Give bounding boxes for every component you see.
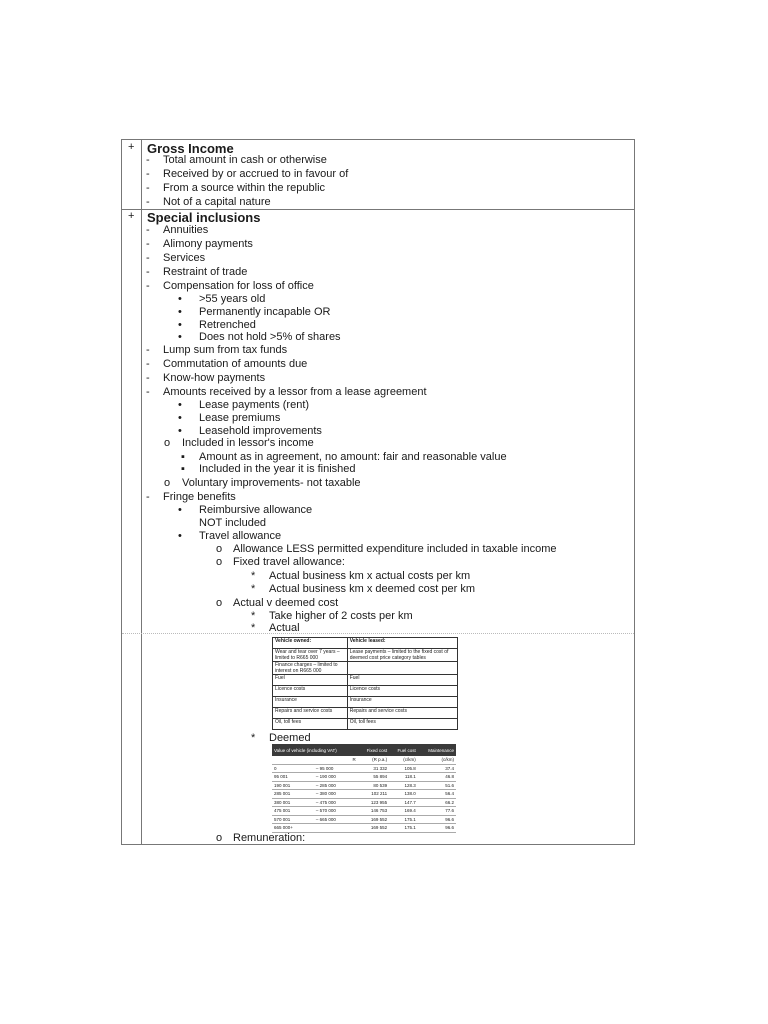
- table-row: [273, 708, 458, 719]
- table-cell: Oil, toll fees: [273, 719, 348, 730]
- loss-of-office-item: Retrenched: [199, 319, 256, 331]
- special-inclusion-item: Commutation of amounts due: [163, 358, 308, 370]
- list-marker: -: [146, 252, 150, 264]
- table-cell: 80 539: [358, 781, 389, 790]
- list-marker: *: [251, 732, 256, 744]
- gross-income-item: Received by or accrued to in favour of: [163, 168, 349, 180]
- list-marker: -: [146, 196, 150, 208]
- special-inclusion-item: Know-how payments: [163, 372, 266, 384]
- table-cell: 570 001: [272, 815, 314, 824]
- table-cell: 169 552: [358, 815, 389, 824]
- actual-label: Actual: [269, 622, 300, 634]
- table-row: [273, 719, 458, 730]
- table-cell: 190 001: [272, 781, 314, 790]
- travel-allowance-subitem: Allowance LESS permitted expenditure included in taxable income: [233, 543, 557, 555]
- table-unit-cell: (c/km): [389, 756, 418, 764]
- table-cell: 102 211: [358, 790, 389, 799]
- list-marker: *: [251, 610, 256, 622]
- table-header-cell: Vehicle owned:: [273, 638, 348, 649]
- table-cell: 37.4: [418, 764, 456, 773]
- column-divider: [141, 140, 142, 844]
- special-inclusion-item: Services: [163, 252, 206, 264]
- table-row: [273, 675, 458, 686]
- table-cell: 475 001: [272, 807, 314, 816]
- table-cell: Finance charges – limited to interest on R665 000: [273, 662, 348, 675]
- table-cell: 175.1: [389, 824, 418, 833]
- table-cell: 66.2: [418, 798, 456, 807]
- table-cell: 146 753: [358, 807, 389, 816]
- table-header-cell: Vehicle leased:: [347, 638, 457, 649]
- table-cell: Fuel: [273, 675, 348, 686]
- table-cell: 55 894: [358, 773, 389, 782]
- list-marker: *: [251, 622, 256, 634]
- list-marker: o: [216, 556, 223, 568]
- table-row: [272, 790, 456, 799]
- list-marker: -: [146, 386, 150, 398]
- table-cell: 665 000+: [272, 824, 314, 833]
- section-title-gross-income: Gross Income: [147, 141, 234, 156]
- not-included-text: NOT included: [199, 517, 267, 529]
- special-inclusion-item: Lump sum from tax funds: [163, 344, 288, 356]
- lessor-income-item: Included in lessor's income: [182, 437, 314, 449]
- table-row: [272, 815, 456, 824]
- list-marker: -: [146, 266, 150, 278]
- list-marker: o: [216, 597, 223, 609]
- list-marker: •: [178, 504, 182, 516]
- table-cell: 123 955: [358, 798, 389, 807]
- list-marker: •: [178, 530, 182, 542]
- table-cell: 31 332: [358, 764, 389, 773]
- table-cell: Fuel: [347, 675, 457, 686]
- table-cell: 51.6: [418, 781, 456, 790]
- table-cell: Insurance: [347, 697, 457, 708]
- special-inclusion-item: Compensation for loss of office: [163, 280, 314, 292]
- table-cell: 46.8: [418, 773, 456, 782]
- list-marker: -: [146, 491, 150, 503]
- table-row: [273, 662, 458, 675]
- list-marker: o: [216, 832, 223, 844]
- lease-item: Lease premiums: [199, 412, 281, 424]
- table-cell: Licence costs: [273, 686, 348, 697]
- table-row: [272, 798, 456, 807]
- list-marker: ▪: [181, 463, 185, 475]
- table-unit-cell: (R p.a.): [358, 756, 389, 764]
- table-cell: 128.3: [389, 781, 418, 790]
- table-cell: – 380 000: [314, 790, 358, 799]
- deemed-cost-table: [272, 744, 456, 833]
- table-header-cell: Value of vehicle (including VAT): [272, 744, 358, 756]
- list-marker: o: [216, 543, 223, 555]
- table-cell: 175.1: [389, 815, 418, 824]
- table-unit-cell: R: [272, 756, 358, 764]
- fringe-benefits-item: Fringe benefits: [163, 491, 236, 503]
- lease-item: Lease payments (rent): [199, 399, 310, 411]
- list-marker: ▪: [181, 451, 185, 463]
- table-unit-cell: (c/km): [418, 756, 456, 764]
- table-header-cell: Fuel cost: [389, 744, 418, 756]
- table-row: [272, 773, 456, 782]
- list-marker: •: [178, 399, 182, 411]
- list-marker: o: [164, 477, 171, 489]
- lease-item: Leasehold improvements: [199, 425, 322, 437]
- list-marker: •: [178, 293, 182, 305]
- table-cell: 0: [272, 764, 314, 773]
- plus-marker: +: [128, 141, 135, 153]
- list-marker: -: [146, 344, 150, 356]
- table-cell: Repairs and service costs: [273, 708, 348, 719]
- table-cell: – 285 000: [314, 781, 358, 790]
- fixed-travel-subitem: Actual business km x deemed cost per km: [269, 583, 476, 595]
- table-row: [272, 781, 456, 790]
- actual-v-deemed-item: Actual v deemed cost: [233, 597, 339, 609]
- gross-income-item: Total amount in cash or otherwise: [163, 154, 327, 166]
- gross-income-item: From a source within the republic: [163, 182, 326, 194]
- table-row: [273, 686, 458, 697]
- reimbursive-allowance-item: Reimbursive allowance: [199, 504, 313, 516]
- table-cell: 169 552: [358, 824, 389, 833]
- list-marker: -: [146, 280, 150, 292]
- table-cell: 147.7: [389, 798, 418, 807]
- loss-of-office-item: >55 years old: [199, 293, 266, 305]
- page-break-line: [122, 633, 634, 634]
- special-inclusion-item: Alimony payments: [163, 238, 253, 250]
- list-marker: -: [146, 238, 150, 250]
- table-cell: 77.6: [418, 807, 456, 816]
- table-cell: – 95 000: [314, 764, 358, 773]
- special-inclusion-item: Amounts received by a lessor from a lease agreement: [163, 386, 427, 398]
- table-row: [272, 807, 456, 816]
- table-cell: Insurance: [273, 697, 348, 708]
- list-marker: •: [178, 412, 182, 424]
- actual-cost-table: [272, 637, 458, 730]
- table-cell: 105.8: [389, 764, 418, 773]
- fixed-travel-subitem: Actual business km x actual costs per km: [269, 570, 471, 582]
- section-title-special-inclusions: Special inclusions: [147, 210, 261, 225]
- table-cell: 56.4: [418, 790, 456, 799]
- table-cell: 380 001: [272, 798, 314, 807]
- list-marker: •: [178, 425, 182, 437]
- table-cell: Oil, toll fees: [347, 719, 457, 730]
- list-marker: •: [178, 319, 182, 331]
- voluntary-improvements-item: Voluntary improvements- not taxable: [182, 477, 361, 489]
- list-marker: -: [146, 154, 150, 166]
- special-inclusion-item: Annuities: [163, 224, 209, 236]
- gross-income-item: Not of a capital nature: [163, 196, 271, 208]
- table-cell: 118.1: [389, 773, 418, 782]
- list-marker: *: [251, 570, 256, 582]
- table-cell: Wear and tear over 7 years – limited to R665 000: [273, 649, 348, 662]
- table-cell: [314, 824, 358, 833]
- document-table: [121, 139, 635, 845]
- table-header-cell: Fixed cost: [358, 744, 389, 756]
- list-marker: •: [178, 306, 182, 318]
- list-marker: o: [164, 437, 171, 449]
- table-row: [272, 764, 456, 773]
- table-cell: 96.6: [418, 824, 456, 833]
- travel-allowance-item: Travel allowance: [199, 530, 282, 542]
- table-cell: – 665 000: [314, 815, 358, 824]
- table-header-cell: Maintenance: [418, 744, 456, 756]
- table-cell: [347, 662, 457, 675]
- table-cell: – 570 000: [314, 807, 358, 816]
- list-marker: •: [178, 331, 182, 343]
- table-cell: 169.4: [389, 807, 418, 816]
- table-row: [273, 697, 458, 708]
- list-marker: *: [251, 583, 256, 595]
- table-cell: – 190 000: [314, 773, 358, 782]
- remuneration-item: Remuneration:: [233, 832, 306, 844]
- table-cell: Licence costs: [347, 686, 457, 697]
- table-cell: 138.0: [389, 790, 418, 799]
- list-marker: -: [146, 358, 150, 370]
- loss-of-office-item: Permanently incapable OR: [199, 306, 331, 318]
- lessor-income-subitem: Amount as in agreement, no amount: fair and reasonable value: [199, 451, 507, 463]
- table-cell: 285 001: [272, 790, 314, 799]
- table-cell: 96.6: [418, 815, 456, 824]
- list-marker: -: [146, 224, 150, 236]
- special-inclusion-item: Restraint of trade: [163, 266, 248, 278]
- list-marker: -: [146, 182, 150, 194]
- table-row: [273, 649, 458, 662]
- table-cell: – 475 000: [314, 798, 358, 807]
- deemed-label: Deemed: [269, 732, 311, 744]
- table-cell: 95 001: [272, 773, 314, 782]
- table-row: [272, 824, 456, 833]
- table-cell: Lease payments – limited to the fixed cost of deemed cost price category tables: [347, 649, 457, 662]
- table-cell: Repairs and service costs: [347, 708, 457, 719]
- loss-of-office-item: Does not hold >5% of shares: [199, 331, 341, 343]
- plus-marker: +: [128, 210, 135, 222]
- fixed-travel-allowance-item: Fixed travel allowance:: [233, 556, 345, 568]
- list-marker: -: [146, 168, 150, 180]
- list-marker: -: [146, 372, 150, 384]
- take-higher-item: Take higher of 2 costs per km: [269, 610, 413, 622]
- lessor-income-subitem: Included in the year it is finished: [199, 463, 356, 475]
